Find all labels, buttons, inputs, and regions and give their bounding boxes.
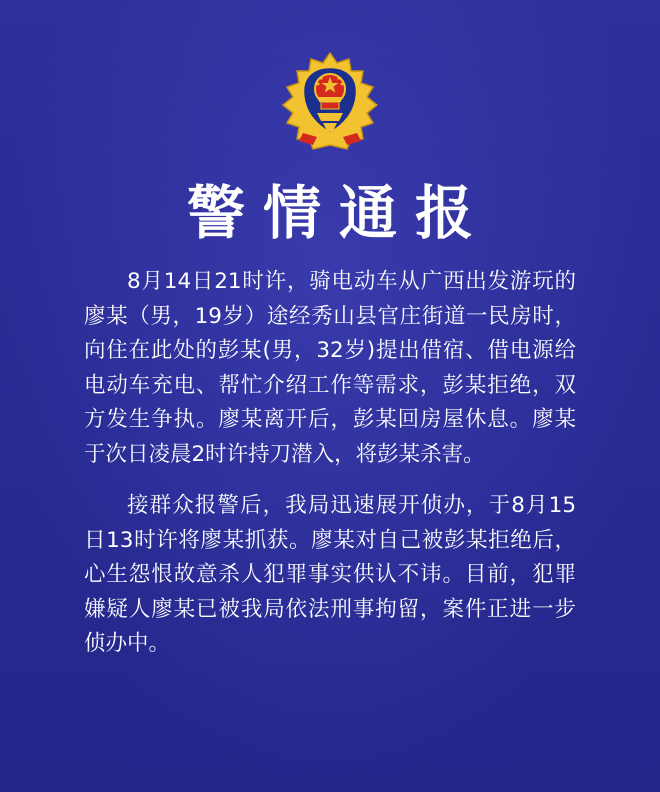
notice-paragraph: 8月14日21时许，骑电动车从广西出发游玩的廖某（男，19岁）途经秀山县官庄街道一民房时，向住在此处的彭某(男，32岁)提出借宿、借电源给电动车充电、帮忙介绍工作等需求，彭某拒绝，双方发生争执。廖某离开后，彭某回房屋休息。廖某于次日凌晨2时许持刀潜入，将彭某杀害。 xyxy=(84,269,576,467)
police-emblem-icon xyxy=(277,51,383,155)
notice-paragraph: 接群众报警后，我局迅速展开侦办，于8月15日13时许将廖某抓获。廖某对自己被彭某拒绝后，心生怨恨故意杀人犯罪事实供认不讳。目前，犯罪嫌疑人廖某已被我局依法刑事拘留，案件正进一步侦办中。 xyxy=(84,493,576,656)
notice-title: 警情通报 xyxy=(186,179,491,247)
notice-body xyxy=(84,265,576,662)
